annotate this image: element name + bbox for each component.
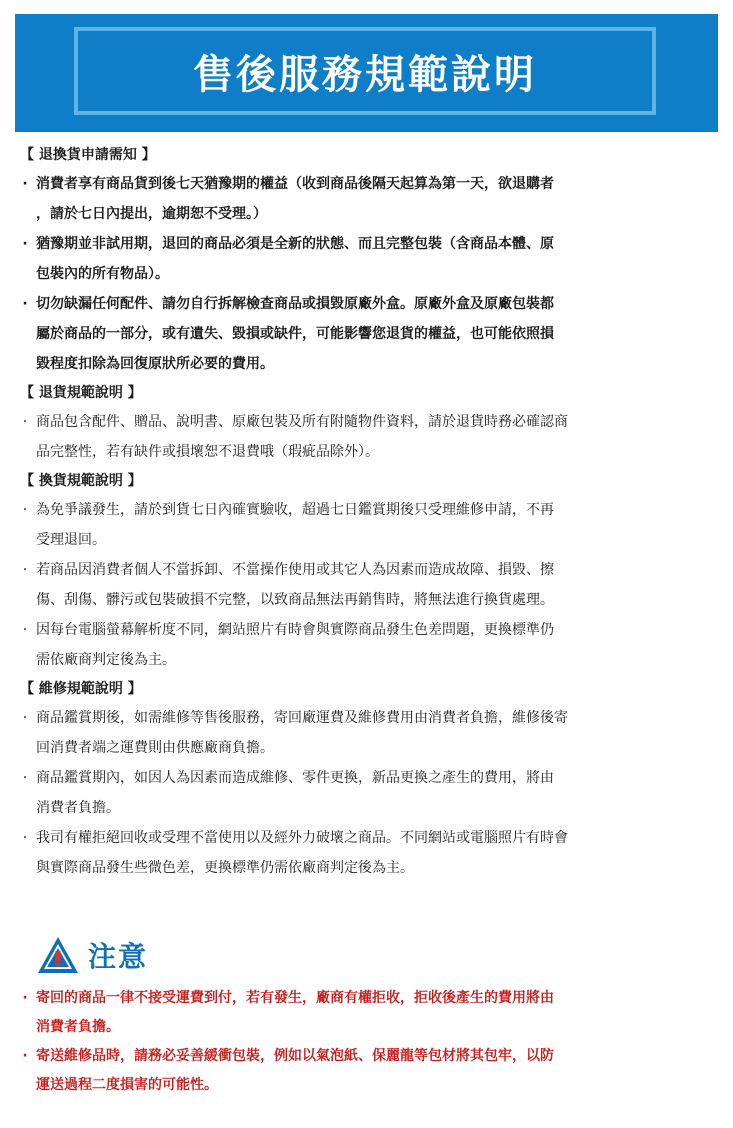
bullet-icon: · bbox=[22, 176, 28, 192]
list-item bbox=[18, 289, 718, 379]
text-line: 受理退回。 bbox=[36, 532, 106, 548]
bullet-icon: · bbox=[22, 770, 28, 786]
text-line: 寄送維修品時，請務必妥善緩衝包裝，例如以氣泡紙、保麗龍等包材將其包牢，以防 bbox=[36, 1048, 554, 1064]
text-line: 運送過程二度損害的可能性。 bbox=[36, 1077, 218, 1093]
text-line: 商品鑑賞期內，如因人為因素而造成維修、零件更換，新品更換之產生的費用，將由 bbox=[36, 770, 554, 786]
warning-header bbox=[36, 930, 148, 980]
text-line: 包裝內的所有物品）。 bbox=[36, 266, 169, 282]
policy-section bbox=[18, 141, 718, 379]
list-item bbox=[18, 555, 718, 615]
text-line: 消費者享有商品貨到後七天猶豫期的權益（收到商品後隔天起算為第一天，欲退購者 bbox=[36, 176, 554, 192]
section-heading: 【 退換貨申請需知 】 bbox=[20, 147, 156, 163]
text-line: 寄回的商品一律不接受運費到付，若有發生，廠商有權拒收，拒收後產生的費用將由 bbox=[36, 990, 554, 1006]
warning-title: 注意 bbox=[88, 940, 149, 973]
policy-content bbox=[18, 141, 718, 883]
text-line: 商品包含配件、贈品、說明書、原廠包裝及所有附隨物件資料，請於退貨時務必確認商 bbox=[36, 414, 568, 430]
list-item bbox=[18, 1042, 708, 1100]
section-heading: 【 換貨規範說明 】 bbox=[20, 473, 142, 489]
text-line: 毀程度扣除為回復原狀所必要的費用。 bbox=[36, 356, 274, 372]
text-line: 因每台電腦螢幕解析度不同，網站照片有時會與實際商品發生色差問題，更換標準仍 bbox=[36, 622, 554, 638]
list-item bbox=[18, 823, 718, 883]
policy-section bbox=[18, 675, 718, 883]
text-line: 為免爭議發生，請於到貨七日內確實驗收，超過七日鑑賞期後只受理維修申請，不再 bbox=[36, 502, 554, 518]
bullet-icon: · bbox=[22, 622, 28, 638]
bullet-icon: · bbox=[22, 562, 28, 578]
header-frame bbox=[74, 27, 656, 115]
page-title: 售後服務規範說明 bbox=[193, 51, 537, 98]
text-line: ，請於七日內提出，逾期恕不受理。） bbox=[36, 206, 267, 222]
text-line: 消費者負擔。 bbox=[36, 1019, 120, 1035]
warning-triangle-icon bbox=[36, 935, 80, 975]
bullet-icon: · bbox=[22, 990, 28, 1006]
list-item bbox=[18, 615, 718, 675]
list-item bbox=[18, 495, 718, 555]
bullet-icon: · bbox=[22, 236, 28, 252]
bullet-icon: · bbox=[22, 414, 28, 430]
text-line: 切勿缺漏任何配件、請勿自行拆解檢查商品或損毀原廠外盒。原廠外盒及原廠包裝都 bbox=[36, 296, 554, 312]
text-line: 若商品因消費者個人不當拆卸、不當操作使用或其它人為因素而造成故障、損毀、擦 bbox=[36, 562, 554, 578]
list-item bbox=[18, 763, 718, 823]
text-line: 與實際商品發生些微色差，更換標準仍需依廠商判定後為主。 bbox=[36, 860, 414, 876]
text-line: 需依廠商判定後為主。 bbox=[36, 652, 176, 668]
text-line: 商品鑑賞期後，如需維修等售後服務，寄回廠運費及維修費用由消費者負擔，維修後寄 bbox=[36, 710, 568, 726]
text-line: 猶豫期並非試用期，退回的商品必須是全新的狀態、而且完整包裝（含商品本體、原 bbox=[36, 236, 554, 252]
bullet-icon: · bbox=[22, 1048, 28, 1064]
text-line: 傷、刮傷、髒污或包裝破損不完整，以致商品無法再銷售時，將無法進行換貨處理。 bbox=[36, 592, 554, 608]
text-line: 品完整性，若有缺件或損壞恕不退費哦（瑕疵品除外）。 bbox=[36, 444, 379, 460]
section-heading: 【 維修規範說明 】 bbox=[20, 681, 142, 697]
list-item bbox=[18, 984, 708, 1042]
warning-list bbox=[18, 984, 708, 1100]
text-line: 回消費者端之運費則由供應廠商負擔。 bbox=[36, 740, 274, 756]
text-line: 我司有權拒絕回收或受理不當使用以及經外力破壞之商品。不同網站或電腦照片有時會 bbox=[36, 830, 568, 846]
policy-section bbox=[18, 467, 718, 675]
list-item bbox=[18, 169, 718, 229]
policy-section bbox=[18, 379, 718, 467]
bullet-icon: · bbox=[22, 830, 28, 846]
section-heading: 【 退貨規範說明 】 bbox=[20, 385, 142, 401]
bullet-icon: · bbox=[22, 710, 28, 726]
bullet-icon: · bbox=[22, 502, 28, 518]
header-banner bbox=[15, 14, 718, 132]
text-line: 消費者負擔。 bbox=[36, 800, 120, 816]
list-item bbox=[18, 703, 718, 763]
text-line: 屬於商品的一部分，或有遺失、毀損或缺件，可能影響您退貨的權益，也可能依照損 bbox=[36, 326, 554, 342]
bullet-icon: · bbox=[22, 296, 28, 312]
list-item bbox=[18, 229, 718, 289]
list-item bbox=[18, 407, 718, 467]
